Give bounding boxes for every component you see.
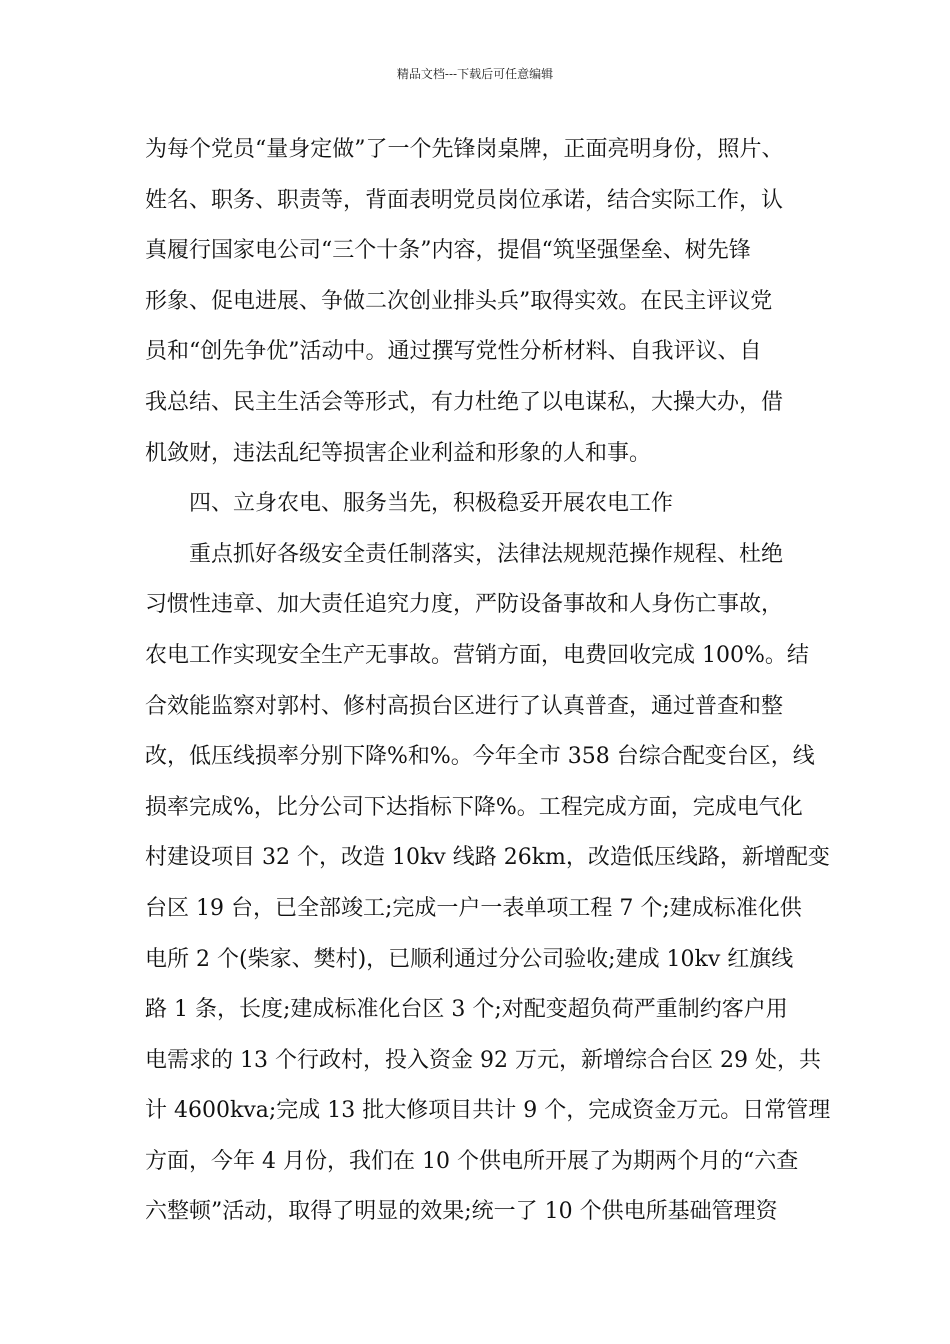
section-heading: 四、立身农电、服务当先，积极稳妥开展农电工作	[189, 491, 674, 517]
text-line: 台区 19 台，已全部竣工;完成一户一表单项工程 7 个;建成标准化供	[145, 895, 802, 921]
text-line: 损率完成%，比分公司下达指标下降%。工程完成方面，完成电气化	[145, 794, 803, 820]
text-line: 机敛财，违法乱纪等损害企业利益和形象的人和事。	[145, 440, 652, 466]
text-line: 农电工作实现安全生产无事故。营销方面，电费回收完成 100%。结	[145, 642, 809, 668]
text-line: 姓名、职务、职责等，背面表明党员岗位承诺，结合实际工作，认	[145, 187, 784, 213]
text-line: 改，低压线损率分别下降%和%。今年全市 358 台综合配变台区，线	[145, 744, 815, 770]
text-line: 电需求的 13 个行政村，投入资金 92 万元，新增综合台区 29 处，共	[145, 1047, 821, 1073]
text-line: 村建设项目 32 个，改造 10kv 线路 26km，改造低压线路，新增配变	[145, 845, 830, 871]
text-line: 真履行国家电公司“三个十条”内容，提倡“筑坚强堡垒、树先锋	[145, 238, 751, 264]
body-text	[145, 125, 835, 1238]
text-line: 六整顿”活动，取得了明显的效果;统一了 10 个供电所基础管理资	[145, 1199, 778, 1225]
text-line: 方面，今年 4 月份，我们在 10 个供电所开展了为期两个月的“六查	[145, 1148, 799, 1174]
text-line: 我总结、民主生活会等形式，有力杜绝了以电谋私，大操大办，借	[145, 389, 784, 415]
text-line: 形象、促电进展、争做二次创业排头兵”取得实效。在民主评议党	[145, 288, 773, 314]
text-line: 路 1 条，长度;建成标准化台区 3 个;对配变超负荷严重制约客户用	[145, 997, 788, 1023]
text-line: 员和“创先争优”活动中。通过撰写党性分析材料、自我评议、自	[145, 339, 762, 365]
text-line: 电所 2 个(柴家、樊村)，已顺利通过分公司验收;建成 10kv 红旗线	[145, 946, 794, 972]
text-line: 习惯性违章、加大责任追究力度，严防设备事故和人身伤亡事故，	[145, 592, 784, 618]
text-line: 为每个党员“量身定做”了一个先锋岗桌牌，正面亮明身份，照片、	[145, 137, 784, 162]
text-line: 计 4600kva;完成 13 批大修项目共计 9 个，完成资金万元。日常管理	[145, 1098, 831, 1124]
page-header: 精品文档---下载后可任意编辑	[396, 67, 554, 81]
paragraph-first-line: 重点抓好各级安全责任制落实，法律法规规范操作规程、杜绝	[189, 541, 784, 567]
text-line: 合效能监察对郭村、修村高损台区进行了认真普查，通过普查和整	[145, 693, 784, 719]
